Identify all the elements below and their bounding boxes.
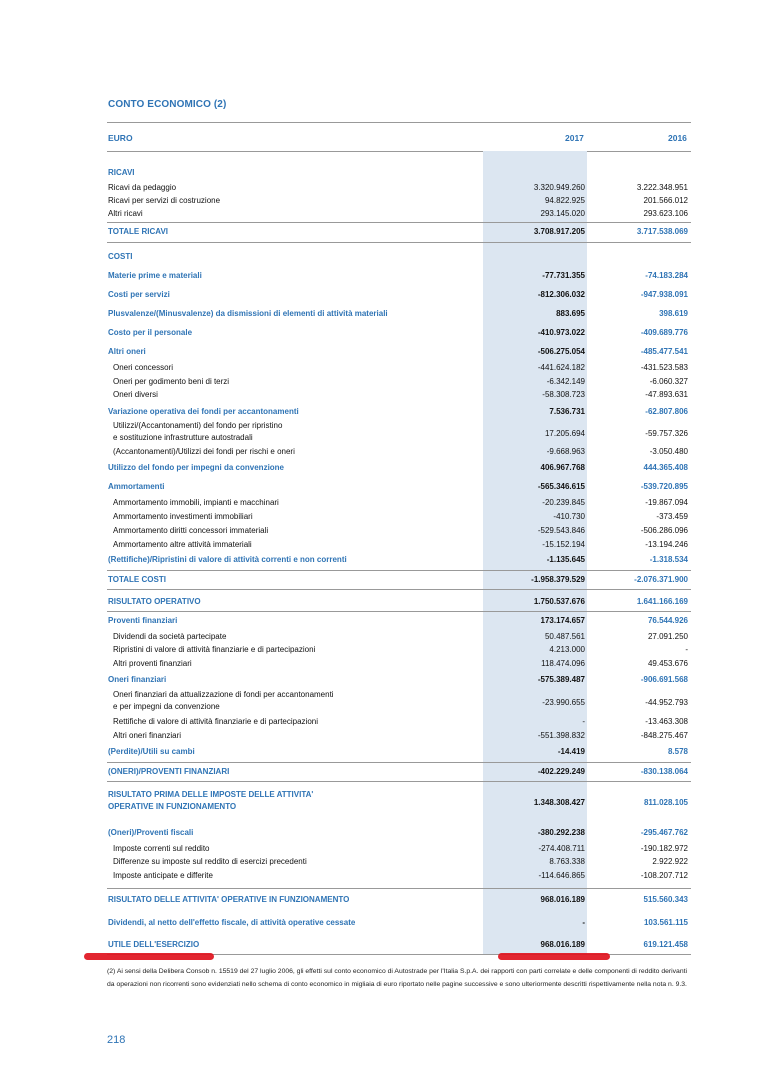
row-label: Materie prime e materiali (108, 271, 202, 280)
table-row (107, 269, 691, 283)
row-label: Oneri diversi (113, 390, 158, 399)
table-row (107, 826, 691, 840)
table-row (107, 657, 691, 671)
value-2017: 118.474.096 (541, 659, 585, 668)
row-label: (Accantonamenti)/Utilizzi dei fondi per rischi e oneri (113, 447, 295, 456)
page-number: 218 (107, 1034, 126, 1046)
row-label: Costi per servizi (108, 290, 170, 299)
value-2017: 8.763.338 (549, 857, 585, 866)
value-2017: 173.174.657 (540, 616, 585, 625)
row-label-line2: e per impegni da convenzione (113, 702, 220, 711)
table-row (107, 538, 691, 552)
row-label: Oneri concessori (113, 363, 174, 372)
table-row (107, 445, 691, 459)
table-row (107, 855, 691, 869)
value-2016: 201.566.012 (643, 196, 688, 205)
value-2017: 3.320.949.260 (533, 183, 585, 192)
value-2017: -565.346.615 (537, 482, 585, 491)
table-row (107, 573, 691, 587)
value-2016: -59.757.326 (645, 429, 688, 438)
value-2017: -410.973.022 (537, 328, 585, 337)
value-2016: 49.453.676 (647, 659, 688, 668)
row-label: RISULTATO DELLE ATTIVITA' OPERATIVE IN FUNZIONAMENTO (108, 895, 350, 904)
value-2016: -947.938.091 (640, 290, 688, 299)
value-2017: 968.016.189 (540, 940, 585, 949)
value-2017: -402.229.249 (537, 767, 585, 776)
value-2017: -14.419 (557, 747, 585, 756)
value-2016: 293.623.106 (643, 209, 688, 218)
value-2016: -539.720.895 (640, 482, 688, 491)
value-2017: -812.306.032 (537, 290, 585, 299)
table-row (107, 194, 691, 208)
value-2016: 3.222.348.951 (636, 183, 688, 192)
value-2016: -2.076.371.900 (634, 575, 688, 584)
value-2016: 3.717.538.069 (636, 227, 688, 236)
value-2017: 1.348.308.427 (533, 798, 585, 807)
value-2017: -410.730 (553, 512, 585, 521)
row-label: TOTALE COSTI (108, 575, 166, 584)
row-label: (Oneri)/Proventi fiscali (108, 828, 194, 837)
table-rule (107, 781, 691, 782)
value-2017: 406.967.768 (540, 463, 585, 472)
value-2017: 17.205.694 (544, 429, 585, 438)
red-underline-mark (84, 953, 214, 960)
row-label-line1: Oneri finanziari da attualizzazione di fondi per accantonamenti (113, 690, 334, 699)
value-2017: -441.624.182 (537, 363, 585, 372)
value-2016: -506.286.096 (640, 526, 688, 535)
value-2016: 619.121.458 (643, 940, 688, 949)
value-2016: -1.318.534 (649, 555, 688, 564)
value-2017: - (582, 918, 585, 927)
row-label (113, 420, 282, 444)
value-2016: -13.463.308 (645, 717, 688, 726)
table-row (107, 326, 691, 340)
page-title: CONTO ECONOMICO (2) (108, 99, 227, 110)
table-row (107, 207, 691, 221)
value-2016: -44.952.793 (645, 698, 688, 707)
value-2017: 293.145.020 (540, 209, 585, 218)
table-row (107, 673, 691, 687)
value-2017: -23.990.655 (542, 698, 585, 707)
row-label: Ripristini di valore di attività finanziarie e di partecipazioni (113, 645, 316, 654)
value-2017: 968.016.189 (540, 895, 585, 904)
value-2016: -108.207.712 (640, 871, 688, 880)
row-label-line1: RISULTATO PRIMA DELLE IMPOSTE DELLE ATTIVITA' (108, 790, 314, 799)
table-row (107, 225, 691, 239)
table-row (107, 345, 691, 359)
table-rule (107, 589, 691, 590)
table-row (107, 789, 691, 815)
value-2016: 2.922.922 (652, 857, 688, 866)
table-row (107, 250, 691, 264)
row-label: Ammortamento investimenti immobiliari (113, 512, 253, 521)
value-2017: -6.342.149 (546, 377, 585, 386)
value-2017: -58.308.723 (542, 390, 585, 399)
value-2017: -1.135.645 (546, 555, 585, 564)
value-2017: 883.695 (556, 309, 585, 318)
row-label: Plusvalenze/(Minusvalenze) da dismissioni di elementi di attività materiali (108, 309, 388, 318)
value-2016: -6.060.327 (649, 377, 688, 386)
value-2017: 1.750.537.676 (533, 597, 585, 606)
value-2017: -9.668.963 (546, 447, 585, 456)
footnote: (2) Ai sensi della Delibera Consob n. 15519 del 27 luglio 2006, gli effetti sul conto economico di Autostrade per l'Italia S.p.A. dei rapporti con parti correlate e delle componenti di reddito derivanti da operazioni non ricorrenti sono evidenziati nello schema di conto economico in migliaia di euro riportato nelle pagine successive e sono ulteriormente descritti rispettivamente nella nota n. 9.3. (107, 968, 688, 988)
value-2016: -431.523.583 (640, 363, 688, 372)
row-label: Ammortamento diritti concessori immateriali (113, 526, 269, 535)
table-row (107, 938, 691, 952)
red-underline-mark (498, 953, 610, 960)
value-2017: -1.958.379.529 (531, 575, 585, 584)
table-row (107, 388, 691, 402)
value-2016: 811.028.105 (643, 798, 688, 807)
row-label: Ammortamento altre attività immateriali (113, 540, 252, 549)
value-2016: -848.275.467 (640, 731, 688, 740)
table-rule (107, 762, 691, 763)
table-row (107, 375, 691, 389)
table-row (107, 510, 691, 524)
row-label: Oneri finanziari (108, 675, 167, 684)
value-2016: - (685, 645, 688, 654)
value-2016: -409.689.776 (640, 328, 688, 337)
value-2017: -551.398.832 (537, 731, 585, 740)
table-row (107, 893, 691, 907)
currency-header: EURO (108, 133, 133, 143)
value-2017: -274.408.711 (538, 844, 585, 853)
table-rule (107, 222, 691, 223)
value-2017: -575.389.487 (537, 675, 585, 684)
value-2017: - (582, 717, 585, 726)
value-2016: 398.619 (659, 309, 688, 318)
table-row (107, 524, 691, 538)
row-label-line2: e sostituzione infrastrutture autostradali (113, 433, 253, 442)
table-row (107, 689, 691, 715)
row-label: Proventi finanziari (108, 616, 178, 625)
table-row (107, 496, 691, 510)
value-2016: -906.691.568 (640, 675, 688, 684)
value-2017: -77.731.355 (542, 271, 585, 280)
row-label: Ammortamento immobili, impianti e macchinari (113, 498, 279, 507)
value-2016: -47.893.631 (645, 390, 688, 399)
value-2016: 1.641.166.169 (636, 597, 688, 606)
value-2016: 515.560.343 (643, 895, 688, 904)
row-label: (Rettifiche)/Ripristini di valore di attività correnti e non correnti (108, 555, 347, 564)
value-2017: 7.536.731 (549, 407, 585, 416)
table-rule (107, 611, 691, 612)
year-2017-header: 2017 (565, 133, 584, 143)
row-label: TOTALE RICAVI (108, 227, 168, 236)
value-2016: 8.578 (667, 747, 688, 756)
table-row (107, 553, 691, 567)
row-label-line1: Utilizzi/(Accantonamenti) del fondo per ripristino (113, 421, 283, 430)
row-label (113, 689, 334, 713)
table-row (107, 869, 691, 883)
value-2017: 94.822.925 (544, 196, 585, 205)
table-row (107, 181, 691, 195)
row-label: Ricavi per servizi di costruzione (108, 196, 221, 205)
row-label-line2: OPERATIVE IN FUNZIONAMENTO (108, 802, 237, 811)
table-row (107, 715, 691, 729)
table-row (107, 405, 691, 419)
row-label: COSTI (108, 252, 133, 261)
row-label: Altri oneri (108, 347, 146, 356)
table-row (107, 614, 691, 628)
value-2016: -62.807.806 (645, 407, 688, 416)
row-label: Differenze su imposte sul reddito di esercizi precedenti (113, 857, 307, 866)
value-2016: -13.194.246 (645, 540, 688, 549)
header-bottom-rule (107, 151, 691, 152)
table-row (107, 842, 691, 856)
table-row (107, 361, 691, 375)
row-label: (ONERI)/PROVENTI FINANZIARI (108, 767, 230, 776)
row-label: Ammortamenti (108, 482, 165, 491)
row-label: (Perdite)/Utili su cambi (108, 747, 195, 756)
row-label: RICAVI (108, 168, 135, 177)
value-2017: 4.213.000 (549, 645, 585, 654)
table-row (107, 630, 691, 644)
value-2017: -529.543.846 (537, 526, 585, 535)
value-2017: -380.292.238 (537, 828, 585, 837)
table-row (107, 461, 691, 475)
table-rule (107, 242, 691, 243)
table-row (107, 166, 691, 180)
row-label: Imposte anticipate e differite (113, 871, 213, 880)
value-2016: -74.183.284 (645, 271, 688, 280)
table-row (107, 745, 691, 759)
row-label: Oneri per godimento beni di terzi (113, 377, 230, 386)
value-2016: -295.467.762 (640, 828, 688, 837)
value-2016: -190.182.972 (640, 844, 688, 853)
row-label: Dividendi, al netto dell'effetto fiscale, di attività operative cessate (108, 918, 356, 927)
table-rule (107, 570, 691, 571)
table-row (107, 307, 691, 321)
value-2017: -506.275.054 (537, 347, 585, 356)
value-2017: -15.152.194 (542, 540, 585, 549)
row-label: Rettifiche di valore di attività finanziarie e di partecipazioni (113, 717, 318, 726)
row-label: UTILE DELL'ESERCIZIO (108, 940, 200, 949)
table-row (107, 729, 691, 743)
row-label: Imposte correnti sul reddito (113, 844, 210, 853)
table-row (107, 595, 691, 609)
value-2017: -114.646.865 (538, 871, 585, 880)
value-2016: -3.050.480 (649, 447, 688, 456)
row-label: Altri ricavi (108, 209, 143, 218)
header-top-rule (107, 122, 691, 123)
value-2016: -485.477.541 (640, 347, 688, 356)
value-2016: 76.544.926 (647, 616, 688, 625)
value-2017: 50.487.561 (544, 632, 585, 641)
row-label: Ricavi da pedaggio (108, 183, 177, 192)
value-2016: -830.138.064 (640, 767, 688, 776)
row-label: Costo per il personale (108, 328, 193, 337)
value-2016: -19.867.094 (645, 498, 688, 507)
row-label: Altri proventi finanziari (113, 659, 192, 668)
value-2016: 103.561.115 (643, 918, 688, 927)
table-row (107, 916, 691, 930)
row-label: Dividendi da società partecipate (113, 632, 227, 641)
value-2017: -20.239.845 (542, 498, 585, 507)
year-2016-header: 2016 (668, 133, 687, 143)
row-label (108, 789, 313, 813)
row-label: Altri oneri finanziari (113, 731, 182, 740)
table-row (107, 288, 691, 302)
value-2017: 3.708.917.205 (533, 227, 585, 236)
value-2016: 27.091.250 (647, 632, 688, 641)
table-row (107, 765, 691, 779)
value-2016: 444.365.408 (643, 463, 688, 472)
value-2016: -373.459 (656, 512, 688, 521)
row-label: RISULTATO OPERATIVO (108, 597, 201, 606)
table-rule (107, 888, 691, 889)
row-label: Utilizzo del fondo per impegni da convenzione (108, 463, 285, 472)
table-row (107, 643, 691, 657)
table-row (107, 480, 691, 494)
row-label: Variazione operativa dei fondi per accantonamenti (108, 407, 299, 416)
table-row (107, 420, 691, 446)
